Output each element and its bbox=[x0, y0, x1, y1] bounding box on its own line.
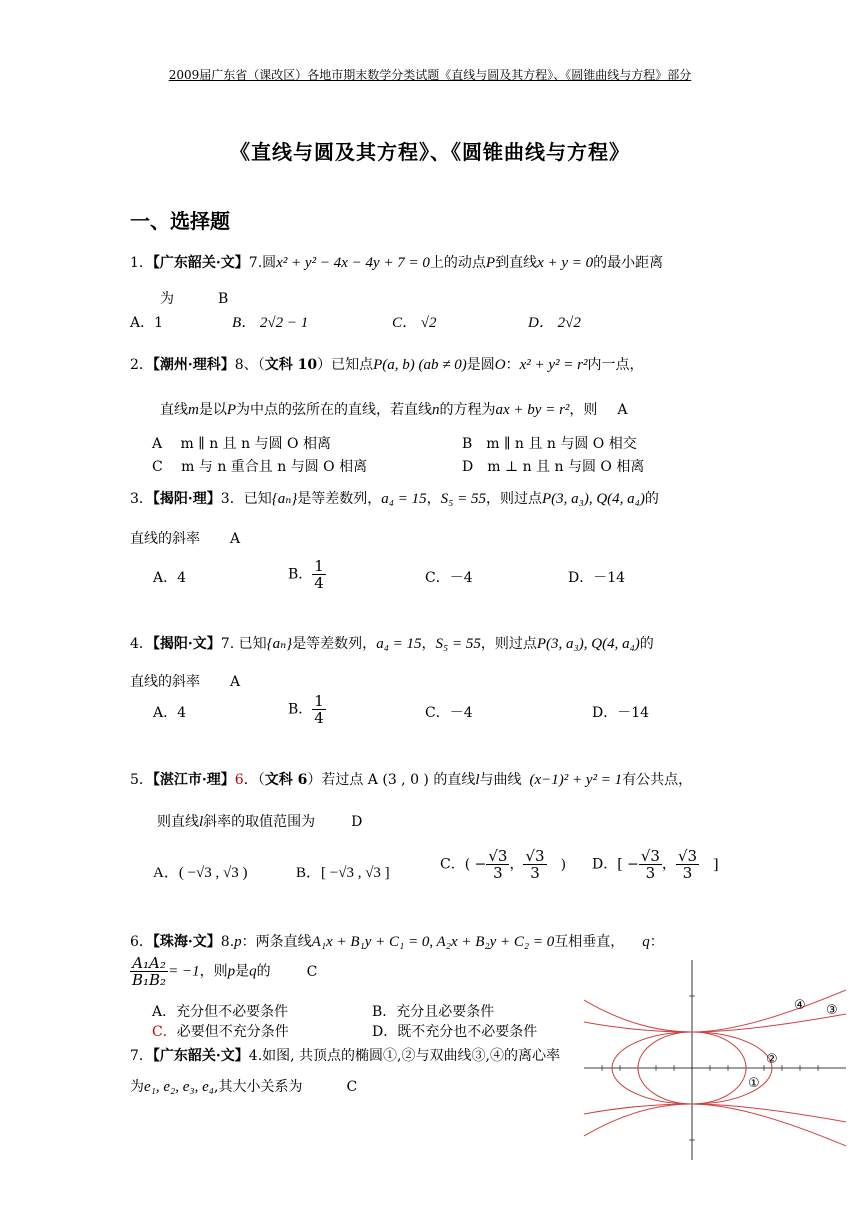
q3-option-c: C．－4 bbox=[425, 570, 473, 586]
label-2: ② bbox=[766, 1052, 778, 1067]
q3-option-d: D．－14 bbox=[568, 570, 626, 586]
question-4: 4．【揭阳·文】7. 已知{aₙ}是等差数列，a₄ = 15，S₅ = 55，则过点P(3, a₃), Q(4, a₄)的 bbox=[130, 636, 654, 652]
q5-option-b: B．[ −√3 , √3 ] bbox=[296, 865, 390, 881]
question-2-cont: 直线m是以P为中点的弦所在的直线，若直线n的方程为ax + by = r²，则 A bbox=[160, 402, 628, 418]
question-5-cont: 则直线l斜率的取值范围为 D bbox=[157, 814, 363, 830]
question-5: 5．【湛江市·理】6．（文科 6）若过点 A (3 , 0 ) 的直线l与曲线 (x−1)² + y² = 1有公共点， bbox=[130, 772, 693, 788]
q4-option-a: A．4 bbox=[153, 705, 187, 721]
q5-option-d: D．[ − $\frac{√3}{3}$ ， $\frac{√3}{3}$ ] bbox=[592, 847, 719, 882]
question-3-cont: 直线的斜率 A bbox=[130, 531, 241, 547]
q1-option-b: B． 2√2 − 1 bbox=[232, 315, 309, 331]
q2-option-c: C m 与 n 重合且 n 与圆 O 相离 bbox=[152, 459, 368, 475]
question-1-cont: 为 B bbox=[160, 291, 229, 307]
question-7: 7．【广东韶关·文】4.如图, 共顶点的椭圆①,②与双曲线③,④的离心率 bbox=[130, 1048, 560, 1064]
q1-option-d: D． 2√2 bbox=[528, 315, 581, 331]
answer: B bbox=[218, 291, 229, 307]
q6-option-a: A．充分但不必要条件 bbox=[152, 1004, 289, 1020]
q1-option-a: A．1 bbox=[130, 315, 164, 331]
page-title: 《直线与圆及其方程》、《圆锥曲线与方程》 bbox=[230, 140, 630, 164]
q2-option-b: B m ∥ n 且 n 与圆 O 相交 bbox=[462, 436, 637, 452]
source-tag: 【广东韶关·文】 bbox=[152, 255, 249, 271]
q2-option-d: D m ⊥ n 且 n 与圆 O 相离 bbox=[462, 459, 645, 475]
q5-option-c: C．( − $\frac{√3}{3}$ ， $\frac{√3}{3}$ ) bbox=[440, 847, 567, 882]
q1-option-c: C． √2 bbox=[392, 315, 437, 331]
q6-option-b: B．充分且必要条件 bbox=[372, 1004, 495, 1020]
q6-option-d: D．既不充分也不必要条件 bbox=[372, 1024, 538, 1040]
label-3: ③ bbox=[826, 1003, 838, 1018]
q2-option-a: A m ∥ n 且 n 与圆 O 相离 bbox=[152, 436, 331, 452]
page-header: 2009届广东省（课改区）各地市期末数学分类试题《直线与圆及其方程》、《圆锥曲线与方程》部分 bbox=[168, 68, 692, 82]
label-4: ④ bbox=[794, 998, 806, 1013]
label-1: ① bbox=[748, 1076, 760, 1091]
conic-figure bbox=[584, 960, 846, 1160]
question-3: 3．【揭阳·理】3．已知{aₙ}是等差数列，a₄ = 15，S₅ = 55，则过点P(3, a₃), Q(4, a₄)的 bbox=[130, 491, 659, 507]
question-1: 1．【广东韶关·文】7.圆x² + y² − 4x − 4y + 7 = 0上的动点P到直线x + y = 0的最小距离 bbox=[130, 255, 664, 271]
q3-option-b: B． $\frac{1}{4}$ bbox=[288, 557, 324, 592]
q3-option-a: A．4 bbox=[153, 570, 187, 586]
question-4-cont: 直线的斜率 A bbox=[130, 674, 241, 690]
section-heading: 一、选择题 bbox=[130, 209, 230, 233]
conic-diagram bbox=[584, 960, 846, 1160]
question-6: 6．【珠海·文】8.p：两条直线A₁x + B₁y + C₁ = 0, A₂x + B₂y + C₂ = 0互相垂直， q： bbox=[130, 934, 664, 950]
question-6-cont: $\frac{\text{A₁A₂}}{\text{B₁B₂}}$ = −1，则p是q的 C bbox=[132, 954, 318, 989]
q4-option-d: D．－14 bbox=[592, 705, 650, 721]
question-7-cont: 为e₁, e₂, e₃, e₄,其大小关系为 C bbox=[130, 1079, 358, 1095]
q6-option-c: C．必要但不充分条件 bbox=[152, 1024, 289, 1040]
question-2: 2．【潮州·理科】8、（文科 10）已知点P(a, b) (ab ≠ 0)是圆O：x² + y² = r²内一点， bbox=[130, 357, 644, 373]
q4-option-c: C．－4 bbox=[425, 705, 473, 721]
q4-option-b: B． $\frac{1}{4}$ bbox=[288, 692, 324, 727]
q5-option-a: A．( −√3 , √3 ) bbox=[153, 865, 248, 881]
